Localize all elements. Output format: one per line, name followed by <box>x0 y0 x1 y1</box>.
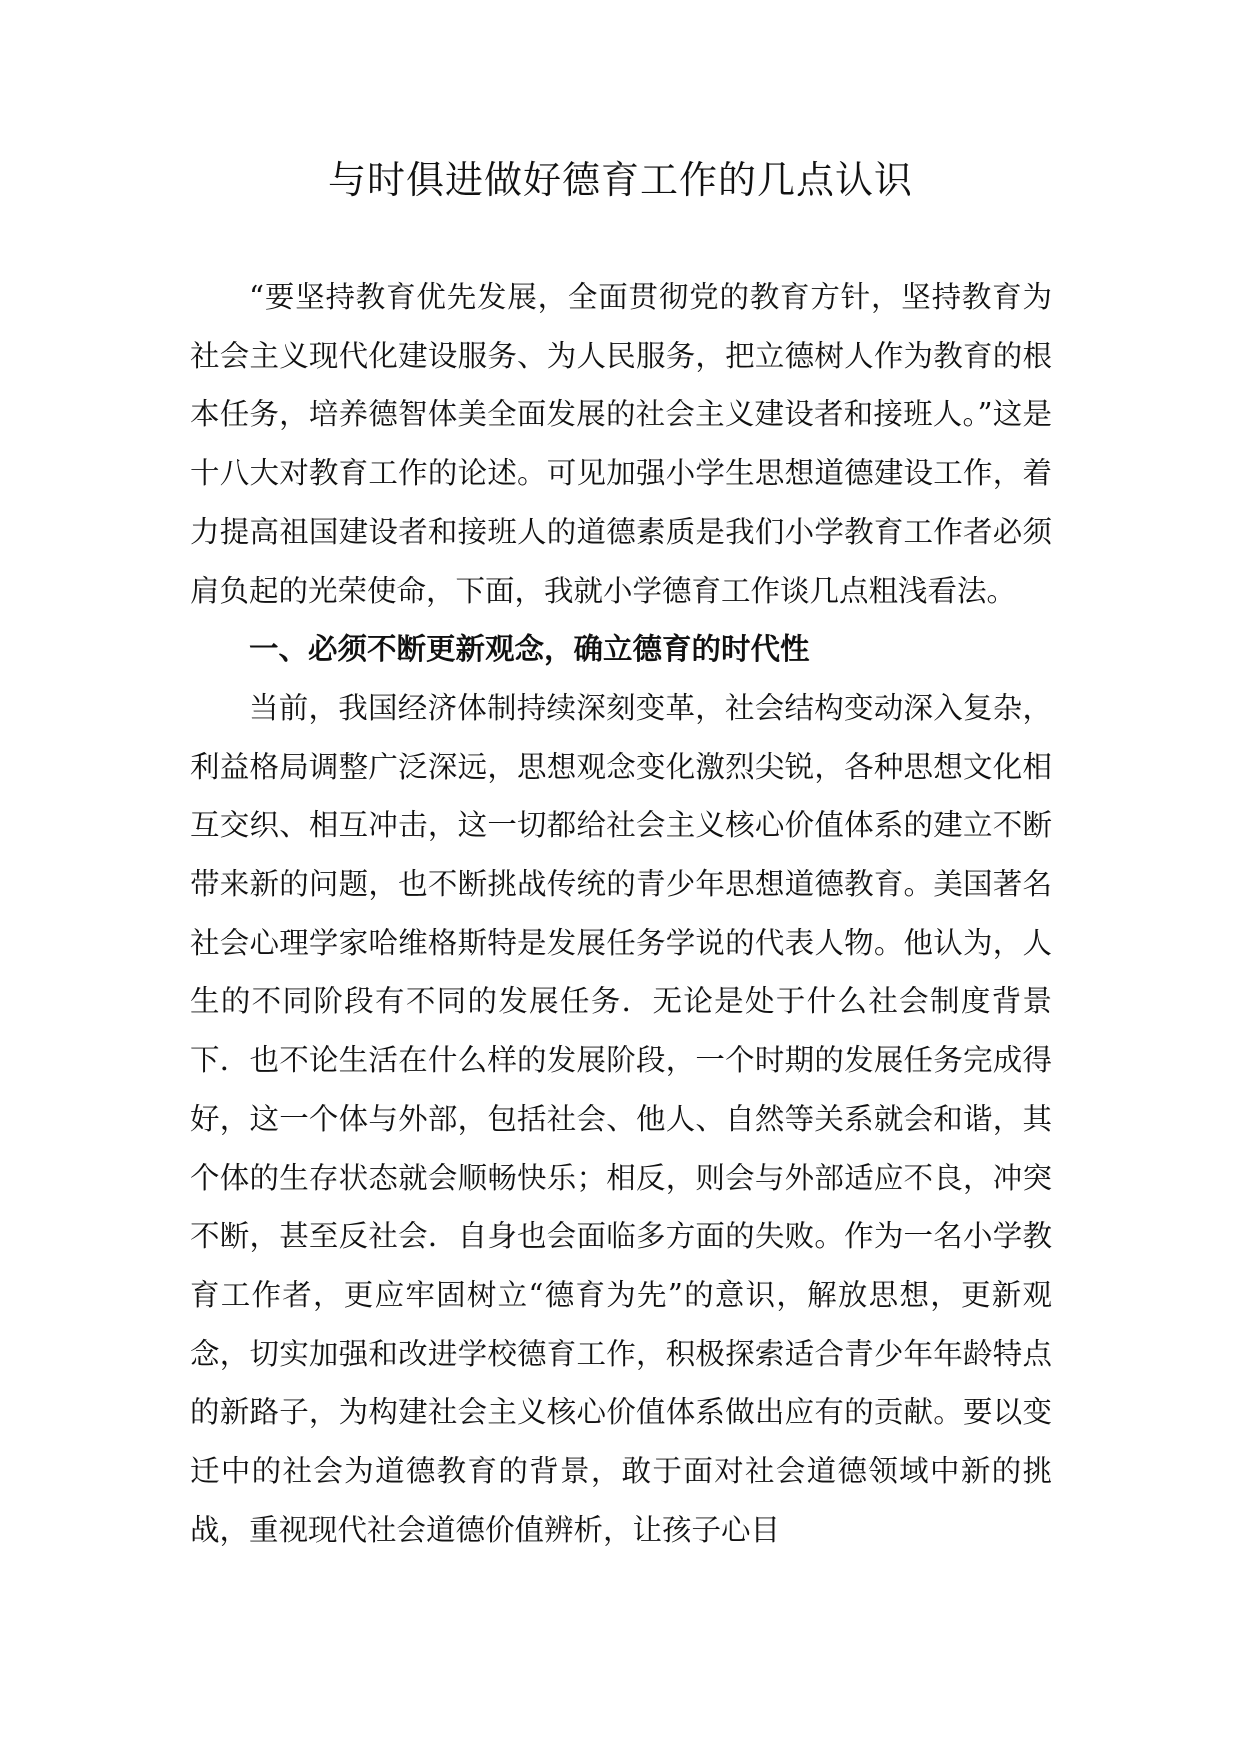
document-body <box>190 268 1052 1559</box>
document-title: 与时俱进做好德育工作的几点认识 <box>327 158 913 202</box>
section-heading-1: 一、必须不断更新观念，确立德育的时代性 <box>249 632 810 667</box>
intro-paragraph: “要坚持教育优先发展，全面贯彻党的教育方针，坚持教育为社会主义现代化建设服务、为人民服务，把立德树人作为教育的根本任务，培养德智体美全面发展的社会主义建设者和接班人。”这是十八大对教育工作的论述。可见加强小学生思想道德建设工作，着力提高祖国建设者和接班人的道德素质是我们小学教育工作者必须肩负起的光荣使命，下面，我就小学德育工作谈几点粗浅看法。 <box>190 280 1052 608</box>
section-1-paragraph: 当前，我国经济体制持续深刻变革，社会结构变动深入复杂，利益格局调整广泛深远，思想观念变化激烈尖锐，各种思想文化相互交织、相互冲击，这一切都给社会主义核心价值体系的建立不断带来新的问题，也不断挑战传统的青少年思想道德教育。美国著名社会心理学家哈维格斯特是发展任务学说的代表人物。他认为，人生的不同阶段有不同的发展任务．无论是处于什么社会制度背景下．也不论生活在什么样的发展阶段，一个时期的发展任务完成得好，这一个体与外部，包括社会、他人、自然等关系就会和谐，其个体的生存状态就会顺畅快乐；相反，则会与外部适应不良，冲突不断，甚至反社会．自身也会面临多方面的失败。作为一名小学教育工作者，更应牢固树立“德育为先”的意识，解放思想，更新观念，切实加强和改进学校德育工作，积极探索适合青少年年龄特点的新路子，为构建社会主义核心价值体系做出应有的贡献。要以变迁中的社会为道德教育的背景，敢于面对社会道德领域中新的挑战，重视现代社会道德价值辨析，让孩子心目 <box>190 690 1052 1547</box>
